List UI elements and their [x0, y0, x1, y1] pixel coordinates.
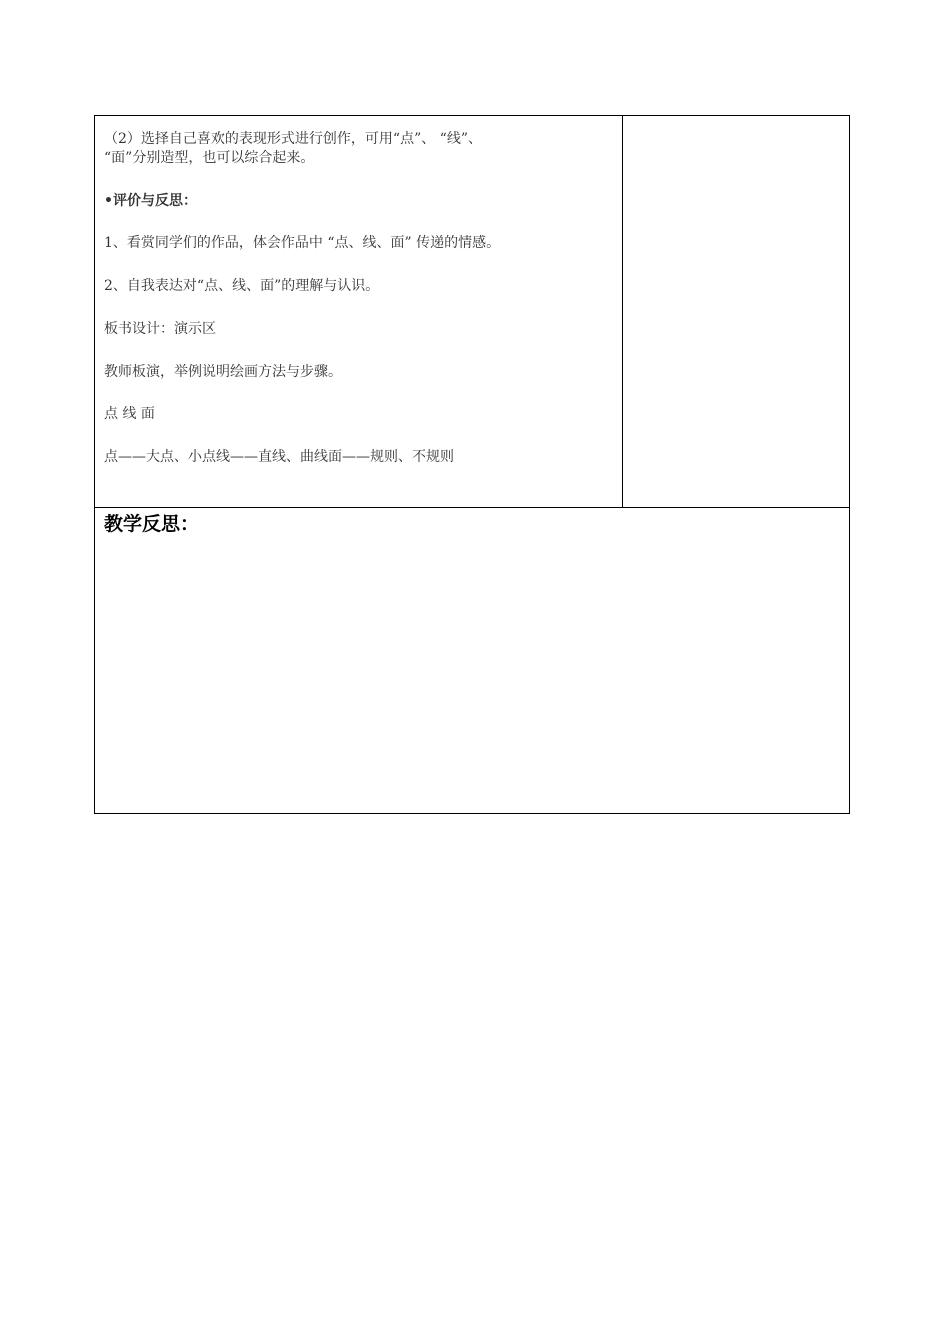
lesson-content-cell: [95, 116, 623, 508]
creation-instruction-line-2: “面”分别造型，也可以综合起来。: [104, 150, 315, 166]
notes-side-cell: [623, 116, 849, 508]
evaluation-heading: •评价与反思：: [104, 193, 197, 209]
evaluation-item-2: 2、自我表达对“点、线、面”的理解与认识。: [104, 278, 380, 294]
creation-instruction-line-1: （2）选择自己喜欢的表现形式进行创作，可用“点”、 “线”、: [104, 131, 482, 147]
teaching-reflection-title: 教学反思：: [104, 513, 200, 535]
board-summary-line: 点——大点、小点线——直线、曲线面——规则、不规则: [104, 449, 454, 465]
board-design-line: 板书设计：演示区: [104, 321, 216, 337]
teacher-demo-line: 教师板演，举例说明绘画方法与步骤。: [104, 364, 342, 380]
dot-line-face-heading: 点 线 面: [104, 406, 155, 422]
evaluation-item-1: 1、看赏同学们的作品，体会作品中 “点、线、面” 传递的情感。: [104, 235, 501, 251]
lesson-plan-table: [94, 115, 850, 814]
teaching-reflection-cell: [95, 508, 849, 813]
